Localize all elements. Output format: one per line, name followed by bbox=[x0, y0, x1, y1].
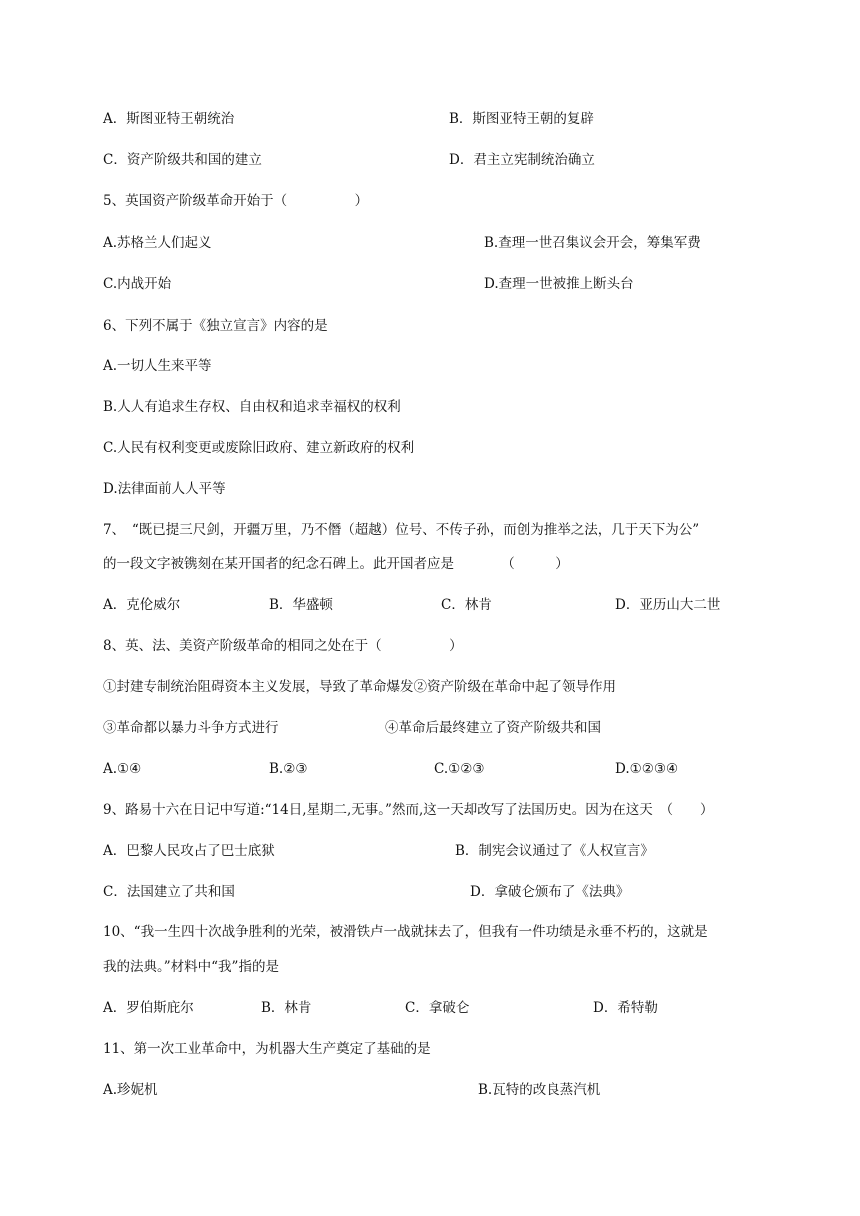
q8-statement-4: ④革命后最终建立了资产阶级共和国 bbox=[385, 720, 601, 736]
q10-option-c: C．拿破仑 bbox=[405, 1000, 470, 1016]
q4-option-a: A．斯图亚特王朝统治 bbox=[103, 111, 235, 127]
q6-option-b: B.人人有追求生存权、自由权和追求幸福权的权利 bbox=[103, 399, 401, 415]
q11-option-b: B.瓦特的改良蒸汽机 bbox=[478, 1082, 601, 1098]
q5-option-d: D.查理一世被推上断头台 bbox=[484, 276, 634, 292]
q9-option-d: D．拿破仑颁布了《法典》 bbox=[470, 884, 630, 900]
q8-option-b: B.②③ bbox=[269, 761, 308, 777]
q8-option-a: A.①④ bbox=[103, 761, 142, 777]
q6-option-a: A.一切人生来平等 bbox=[103, 358, 212, 374]
q5-option-a: A.苏格兰人们起义 bbox=[103, 235, 212, 251]
q7-option-a: A．克伦威尔 bbox=[103, 597, 181, 613]
q9-stem: 9、路易十六在日记中写道:“14日,星期二,无事。”然而,这一天却改写了法国历史。因为在这天 （ ） bbox=[103, 802, 714, 818]
q11-stem: 11、第一次工业革命中，为机器大生产奠定了基础的是 bbox=[103, 1041, 431, 1057]
q9-option-b: B．制宪会议通过了《人权宣言》 bbox=[455, 843, 654, 859]
q4-option-d: D．君主立宪制统治确立 bbox=[449, 152, 595, 168]
q5-option-b: B.查理一世召集议会开会，筹集军费 bbox=[484, 235, 701, 251]
q10-option-b: B．林肯 bbox=[261, 1000, 312, 1016]
q7-stem-line2: 的一段文字被镌刻在某开国者的纪念石碑上。此开国者应是 （ ） bbox=[103, 556, 569, 572]
q9-option-c: C．法国建立了共和国 bbox=[103, 884, 235, 900]
q5-option-c: C.内战开始 bbox=[103, 276, 172, 292]
q8-option-d: D.①②③④ bbox=[615, 761, 679, 777]
q8-option-c: C.①②③ bbox=[434, 761, 485, 777]
q7-stem-line1: 7、 “既已提三尺剑，开疆万里，乃不僭（超越）位号、不传子孙，而创为推举之法，几于天下为公” bbox=[103, 522, 700, 538]
q10-stem-line2: 我的法典。”材料中“我”指的是 bbox=[103, 959, 279, 975]
q11-option-a: A.珍妮机 bbox=[103, 1082, 158, 1098]
q7-option-c: C．林肯 bbox=[441, 597, 492, 613]
q5-stem: 5、英国资产阶级革命开始于（ ） bbox=[103, 193, 369, 209]
q7-option-d: D．亚历山大二世 bbox=[615, 597, 721, 613]
q6-option-d: D.法律面前人人平等 bbox=[103, 481, 226, 497]
q8-statement-3: ③革命都以暴力斗争方式进行 bbox=[103, 720, 279, 736]
q8-statement-line1: ①封建专制统治阻碍资本主义发展，导致了革命爆发②资产阶级在革命中起了领导作用 bbox=[103, 679, 616, 695]
q9-option-a: A．巴黎人民攻占了巴士底狱 bbox=[103, 843, 275, 859]
q6-option-c: C.人民有权利变更或废除旧政府、建立新政府的权利 bbox=[103, 440, 415, 456]
q10-option-a: A．罗伯斯庇尔 bbox=[103, 1000, 194, 1016]
q7-option-b: B．华盛顿 bbox=[269, 597, 333, 613]
q4-option-b: B．斯图亚特王朝的复辟 bbox=[449, 111, 594, 127]
q6-stem: 6、下列不属于《独立宣言》内容的是 bbox=[103, 318, 328, 334]
q4-option-c: C．资产阶级共和国的建立 bbox=[103, 152, 262, 168]
q10-stem-line1: 10、“我一生四十次战争胜利的光荣，被滑铁卢一战就抹去了，但我有一件功绩是永垂不朽的，这就是 bbox=[103, 924, 708, 940]
q8-stem: 8、英、法、美资产阶级革命的相同之处在于（ ） bbox=[103, 638, 463, 654]
q10-option-d: D．希特勒 bbox=[593, 1000, 658, 1016]
